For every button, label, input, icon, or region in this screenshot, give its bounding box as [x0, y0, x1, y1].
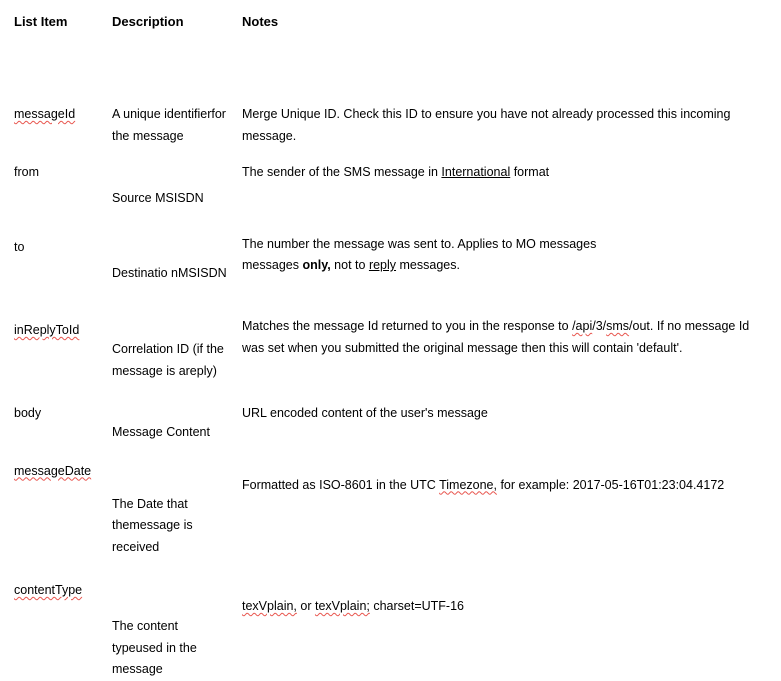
notes-text-pre: messages [242, 258, 303, 272]
list-item-description: Source MSISDN [112, 191, 204, 205]
notes-text-post: format [510, 165, 550, 179]
list-item-notes [236, 284, 773, 382]
list-item-notes [236, 444, 773, 559]
list-item-label: to [14, 239, 25, 254]
notes-text-mid: not to [330, 258, 369, 272]
notes-text-c: /out. If no message Id [629, 319, 750, 333]
list-item-notes [236, 147, 773, 210]
list-item-description: Destinatio nMSISDN [112, 265, 227, 280]
notes-line [242, 316, 765, 338]
notes-text-post: for example: 2017-05-16T01:23:04.4172 [496, 477, 725, 492]
notes-text-post: messages. [396, 258, 460, 272]
table-row [8, 147, 773, 210]
notes-path-api: /api [572, 319, 593, 333]
notes-text-c: texVplain; [314, 599, 370, 613]
table-row [8, 284, 773, 382]
list-item-label: from [14, 165, 39, 179]
list-item-description: A unique identifierfor the message [112, 107, 226, 143]
list-item-description: Correlation ID (if the message is areply) [112, 342, 224, 378]
list-item-notes [236, 558, 773, 681]
table-row [8, 382, 773, 444]
notes-path-sms: sms [606, 319, 630, 333]
table-row [8, 47, 773, 147]
table-row [8, 558, 773, 681]
column-header-notes: Notes [242, 14, 279, 29]
notes-text-pre: The sender of the SMS message in [242, 165, 442, 179]
list-item-notes: Merge Unique ID. Check this ID to ensure you have not already processed this incoming message. [242, 107, 731, 143]
column-header-list-item: List Item [14, 14, 68, 29]
list-item-label: body [14, 406, 42, 420]
notes-line [242, 255, 765, 277]
list-item-name [8, 147, 106, 210]
list-item-label: contentType [14, 583, 83, 597]
list-item-name [8, 558, 106, 681]
list-item-name [8, 210, 106, 285]
notes-text-a: Matches the message Id returned to you in the response to [242, 319, 573, 333]
notes-text-b: /3/ [592, 319, 607, 333]
notes-text-misspelled: Timezone, [439, 477, 497, 492]
list-item-notes [236, 210, 773, 285]
table-header-row [8, 10, 773, 47]
list-item-description: The content typeused in the message [112, 619, 197, 676]
table-row [8, 210, 773, 285]
list-item-label: messageDate [14, 463, 92, 478]
spec-table [8, 10, 773, 681]
notes-line: was set when you submitted the original message then this will contain 'default'. [242, 340, 683, 355]
list-item-name [8, 47, 106, 147]
notes-link-international[interactable]: International [441, 165, 511, 179]
list-item-notes: URL encoded content of the user's message [242, 406, 488, 420]
list-item-name [8, 444, 106, 559]
table-row [8, 444, 773, 559]
list-item-description: Message Content [112, 425, 210, 439]
notes-link-reply[interactable]: reply [368, 258, 397, 272]
list-item-label: messageId [14, 107, 76, 121]
list-item-name [8, 382, 106, 444]
list-item-name [8, 284, 106, 382]
notes-text-a: texVplain, [242, 599, 297, 613]
notes-line: The number the message was sent to. Applies to MO messages [242, 236, 597, 251]
column-header-description: Description [112, 14, 184, 29]
notes-text-bold: only, [302, 258, 331, 272]
list-item-description: The Date that themessage is received [112, 496, 193, 554]
notes-text-d: charset=UTF-16 [369, 599, 465, 613]
notes-text-b: or [296, 599, 315, 613]
notes-text-pre: Formatted as ISO-8601 in the UTC [242, 477, 440, 492]
list-item-label: inReplyToId [14, 323, 80, 337]
